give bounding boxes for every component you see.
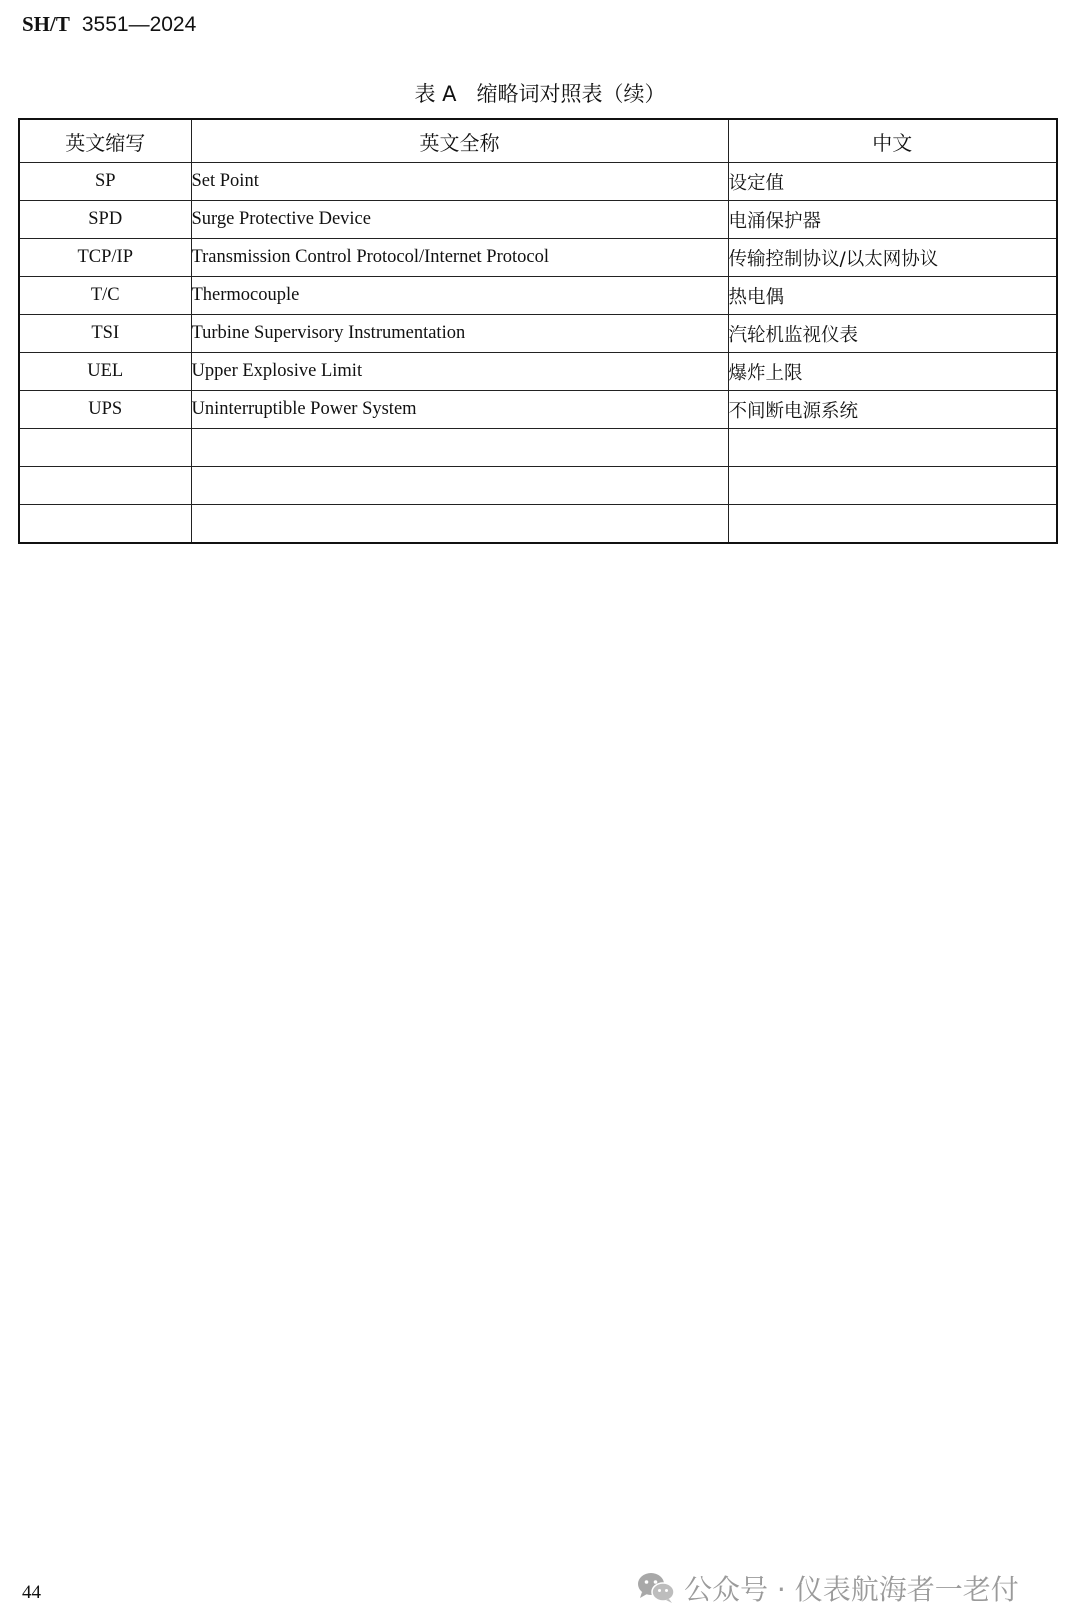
table-row — [19, 391, 1057, 429]
column-header-chinese: 中文 — [728, 119, 1057, 163]
page-number: 44 — [22, 1582, 41, 1603]
cell-abbreviation: T/C — [19, 277, 191, 315]
cell-chinese — [728, 429, 1057, 467]
wechat-icon — [636, 1571, 676, 1605]
table-row — [19, 163, 1057, 201]
standard-code — [22, 12, 196, 37]
cell-abbreviation: TSI — [19, 315, 191, 353]
table-caption-title: 缩略词对照表（续） — [476, 82, 666, 106]
table-caption-label: 表 A — [414, 82, 457, 106]
table-row — [19, 353, 1057, 391]
column-header-abbreviation: 英文缩写 — [19, 119, 191, 163]
table-header-row — [19, 119, 1057, 163]
cell-full-name — [191, 429, 728, 467]
table-row — [19, 315, 1057, 353]
cell-chinese: 传输控制协议/以太网协议 — [728, 239, 1057, 277]
abbreviation-table — [18, 118, 1058, 544]
table-row-empty — [19, 467, 1057, 505]
cell-full-name: Set Point — [191, 163, 728, 201]
table-row-empty — [19, 429, 1057, 467]
cell-full-name — [191, 505, 728, 544]
cell-chinese: 电涌保护器 — [728, 201, 1057, 239]
cell-full-name: Turbine Supervisory Instrumentation — [191, 315, 728, 353]
standard-prefix: SH/T — [22, 12, 70, 36]
standard-number: 3551—2024 — [81, 13, 197, 36]
watermark-text: 公众号 · 仪表航海者一老付 — [684, 1573, 1019, 1606]
cell-abbreviation: UPS — [19, 391, 191, 429]
cell-chinese: 爆炸上限 — [728, 353, 1057, 391]
column-header-full-name: 英文全称 — [191, 119, 728, 163]
cell-full-name: Surge Protective Device — [191, 201, 728, 239]
table-row — [19, 277, 1057, 315]
cell-chinese: 不间断电源系统 — [728, 391, 1057, 429]
cell-abbreviation: UEL — [19, 353, 191, 391]
cell-abbreviation: SPD — [19, 201, 191, 239]
cell-full-name: Uninterruptible Power System — [191, 391, 728, 429]
cell-abbreviation: SP — [19, 163, 191, 201]
watermark — [636, 1568, 1019, 1608]
cell-full-name: Upper Explosive Limit — [191, 353, 728, 391]
table-row-empty — [19, 505, 1057, 544]
cell-chinese — [728, 505, 1057, 544]
table-caption — [0, 78, 1080, 108]
cell-chinese — [728, 467, 1057, 505]
cell-chinese: 汽轮机监视仪表 — [728, 315, 1057, 353]
cell-full-name — [191, 467, 728, 505]
cell-abbreviation — [19, 429, 191, 467]
cell-full-name: Thermocouple — [191, 277, 728, 315]
cell-chinese: 热电偶 — [728, 277, 1057, 315]
cell-abbreviation: TCP/IP — [19, 239, 191, 277]
table-row — [19, 239, 1057, 277]
cell-abbreviation — [19, 467, 191, 505]
cell-full-name: Transmission Control Protocol/Internet Protocol — [191, 239, 728, 277]
cell-abbreviation — [19, 505, 191, 544]
table-row — [19, 201, 1057, 239]
cell-chinese: 设定值 — [728, 163, 1057, 201]
